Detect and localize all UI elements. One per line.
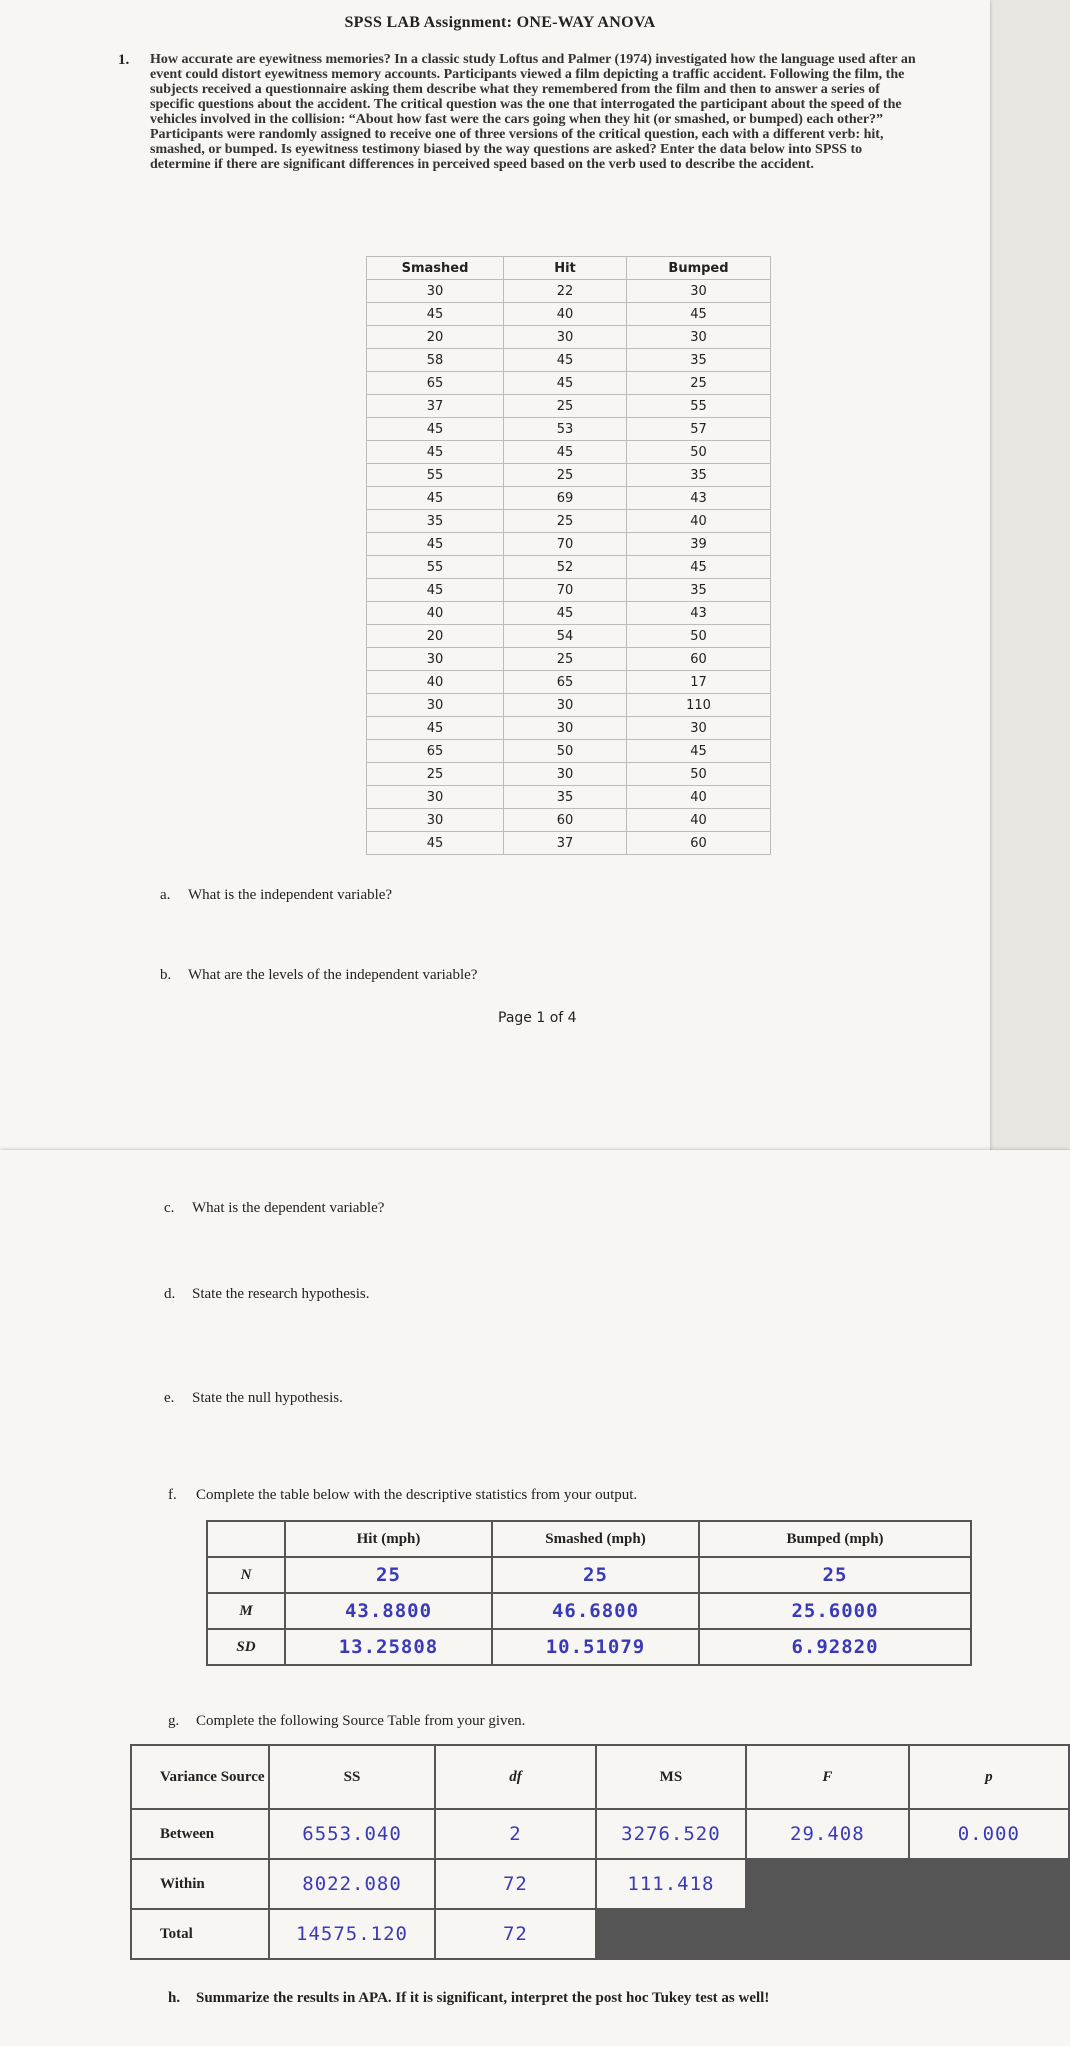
cell-hit: 25	[504, 395, 627, 418]
table-row	[367, 280, 771, 303]
desc-header-smashed: Smashed (mph)	[492, 1521, 699, 1557]
cell-hit: 22	[504, 280, 627, 303]
table-row	[367, 349, 771, 372]
cell-bumped: 50	[627, 625, 771, 648]
cell-bumped: 40	[627, 809, 771, 832]
cell-smashed: 45	[367, 487, 504, 510]
table-row	[367, 579, 771, 602]
table-row	[367, 602, 771, 625]
cell-bumped: 45	[627, 303, 771, 326]
cell-smashed: 40	[367, 602, 504, 625]
table-row	[367, 510, 771, 533]
desc-cell-smashed: 10.51079	[492, 1629, 699, 1665]
cell-smashed: 30	[367, 648, 504, 671]
cell-hit: 35	[504, 786, 627, 809]
desc-header-bumped: Bumped (mph)	[699, 1521, 971, 1557]
cell-smashed: 37	[367, 395, 504, 418]
question-text: How accurate are eyewitness memories? In a classic study Loftus and Palmer (1974) investigated how the language used after an event could distort eyewitness memory accounts. Participants viewed a film depicting a traffic accident. Following the film, the subjects received a questionnaire asking them describe what they remembered from the film and then to answer a series of specific questions about the accident. The critical question was the one that interrogated the participant about the speed of the vehicles involved in the collision: “About how fast were the cars going when they hit (or smashed, or bumped) each other?” Participants were randomly assigned to receive one of three versions of the critical question, each with a different verb: hit, smashed, or bumped. Is eyewitness testimony biased by the way questions are asked? Enter the data below into SPSS to determine if there are significant differences in perceived speed based on the verb used to describe the accident.	[150, 52, 916, 172]
cell-bumped: 30	[627, 717, 771, 740]
cell-smashed: 45	[367, 303, 504, 326]
src-cell-shaded	[746, 1859, 909, 1909]
table-row	[367, 694, 771, 717]
cell-hit: 30	[504, 763, 627, 786]
cell-hit: 37	[504, 832, 627, 855]
cell-bumped: 45	[627, 740, 771, 763]
data-table-body	[367, 280, 771, 855]
src-cell-df: 72	[435, 1909, 596, 1959]
cell-bumped: 110	[627, 694, 771, 717]
cell-smashed: 20	[367, 326, 504, 349]
subquestion-g: g. Complete the following Source Table from your given.	[168, 1713, 526, 1729]
cell-hit: 45	[504, 372, 627, 395]
desc-label: SD	[207, 1629, 285, 1665]
cell-smashed: 45	[367, 418, 504, 441]
table-row	[367, 464, 771, 487]
cell-bumped: 43	[627, 602, 771, 625]
src-row-within	[131, 1859, 1069, 1909]
descriptive-stats-table	[206, 1520, 972, 1666]
desc-label: M	[207, 1593, 285, 1629]
page-number: Page 1 of 4	[498, 1010, 577, 1026]
cell-hit: 30	[504, 326, 627, 349]
subquestion-f: f. Complete the table below with the descriptive statistics from your output.	[168, 1487, 638, 1503]
cell-smashed: 30	[367, 280, 504, 303]
cell-bumped: 17	[627, 671, 771, 694]
cell-bumped: 30	[627, 326, 771, 349]
cell-hit: 25	[504, 648, 627, 671]
cell-bumped: 35	[627, 349, 771, 372]
cell-bumped: 50	[627, 441, 771, 464]
cell-smashed: 35	[367, 510, 504, 533]
cell-smashed: 65	[367, 372, 504, 395]
cell-smashed: 45	[367, 441, 504, 464]
cell-smashed: 55	[367, 556, 504, 579]
cell-hit: 70	[504, 579, 627, 602]
desc-cell-bumped: 6.92820	[699, 1629, 971, 1665]
cell-bumped: 25	[627, 372, 771, 395]
cell-hit: 40	[504, 303, 627, 326]
cell-hit: 65	[504, 671, 627, 694]
src-header-variance-source: Variance Source	[131, 1745, 269, 1809]
cell-bumped: 40	[627, 786, 771, 809]
table-row	[367, 395, 771, 418]
src-header-f: F	[746, 1745, 909, 1809]
src-cell-f: 29.408	[746, 1809, 909, 1859]
src-header-p: p	[909, 1745, 1069, 1809]
table-row	[367, 326, 771, 349]
src-cell-ss: 6553.040	[269, 1809, 435, 1859]
table-row	[367, 763, 771, 786]
desc-cell-smashed: 46.6800	[492, 1593, 699, 1629]
cell-bumped: 45	[627, 556, 771, 579]
src-row-between	[131, 1809, 1069, 1859]
cell-smashed: 45	[367, 533, 504, 556]
subquestion-h: h. Summarize the results in APA. If it is significant, interpret the post hoc Tukey test as well!	[168, 1990, 770, 2006]
desc-cell-bumped: 25.6000	[699, 1593, 971, 1629]
cell-bumped: 60	[627, 832, 771, 855]
cell-smashed: 45	[367, 717, 504, 740]
table-row	[367, 648, 771, 671]
cell-smashed: 45	[367, 832, 504, 855]
cell-smashed: 65	[367, 740, 504, 763]
column-header-smashed: Smashed	[367, 257, 504, 280]
subquestion-e: e. State the null hypothesis.	[164, 1390, 343, 1406]
table-row	[367, 671, 771, 694]
src-cell-ms: 3276.520	[596, 1809, 746, 1859]
subquestion-d: d. State the research hypothesis.	[164, 1286, 370, 1302]
desc-cell-hit: 25	[285, 1557, 492, 1593]
subquestion-c: c. What is the dependent variable?	[164, 1200, 385, 1216]
cell-smashed: 25	[367, 763, 504, 786]
src-cell-shaded	[596, 1909, 746, 1959]
desc-cell-smashed: 25	[492, 1557, 699, 1593]
src-cell-df: 72	[435, 1859, 596, 1909]
src-cell-ss: 8022.080	[269, 1859, 435, 1909]
cell-bumped: 43	[627, 487, 771, 510]
desc-cell-bumped: 25	[699, 1557, 971, 1593]
cell-hit: 25	[504, 464, 627, 487]
table-row	[367, 809, 771, 832]
cell-smashed: 30	[367, 694, 504, 717]
question-number: 1.	[118, 52, 130, 68]
column-header-bumped: Bumped	[627, 257, 771, 280]
table-row	[367, 441, 771, 464]
table-row	[367, 303, 771, 326]
desc-row-n	[207, 1557, 971, 1593]
desc-header-hit: Hit (mph)	[285, 1521, 492, 1557]
cell-bumped: 60	[627, 648, 771, 671]
table-row	[367, 717, 771, 740]
cell-bumped: 35	[627, 464, 771, 487]
cell-hit: 50	[504, 740, 627, 763]
desc-row-m	[207, 1593, 971, 1629]
cell-hit: 45	[504, 441, 627, 464]
subquestion-a: a. What is the independent variable?	[160, 887, 393, 903]
src-cell-shaded	[909, 1909, 1069, 1959]
cell-smashed: 30	[367, 809, 504, 832]
table-row	[367, 832, 771, 855]
column-header-hit: Hit	[504, 257, 627, 280]
cell-bumped: 57	[627, 418, 771, 441]
src-header-ss: SS	[269, 1745, 435, 1809]
table-row	[367, 740, 771, 763]
table-row	[367, 372, 771, 395]
cell-hit: 52	[504, 556, 627, 579]
cell-bumped: 40	[627, 510, 771, 533]
cell-bumped: 39	[627, 533, 771, 556]
src-label: Within	[131, 1859, 269, 1909]
desc-header-blank	[207, 1521, 285, 1557]
desc-row-sd	[207, 1629, 971, 1665]
src-cell-shaded	[746, 1909, 909, 1959]
cell-hit: 60	[504, 809, 627, 832]
src-row-total	[131, 1909, 1069, 1959]
cell-hit: 45	[504, 349, 627, 372]
cell-hit: 69	[504, 487, 627, 510]
cell-hit: 30	[504, 717, 627, 740]
src-label: Total	[131, 1909, 269, 1959]
src-cell-ss: 14575.120	[269, 1909, 435, 1959]
desc-cell-hit: 43.8800	[285, 1593, 492, 1629]
cell-hit: 70	[504, 533, 627, 556]
cell-smashed: 40	[367, 671, 504, 694]
src-cell-df: 2	[435, 1809, 596, 1859]
anova-source-table	[130, 1744, 1070, 1960]
cell-smashed: 20	[367, 625, 504, 648]
table-row	[367, 556, 771, 579]
table-row	[367, 625, 771, 648]
page-title: SPSS LAB Assignment: ONE-WAY ANOVA	[344, 14, 656, 31]
speed-data-table	[366, 256, 771, 855]
desc-cell-hit: 13.25808	[285, 1629, 492, 1665]
cell-smashed: 30	[367, 786, 504, 809]
src-label: Between	[131, 1809, 269, 1859]
cell-hit: 45	[504, 602, 627, 625]
cell-smashed: 58	[367, 349, 504, 372]
cell-hit: 30	[504, 694, 627, 717]
table-row	[367, 533, 771, 556]
src-header-ms: MS	[596, 1745, 746, 1809]
cell-bumped: 50	[627, 763, 771, 786]
desc-label: N	[207, 1557, 285, 1593]
cell-bumped: 30	[627, 280, 771, 303]
subquestion-b: b. What are the levels of the independent variable?	[160, 967, 478, 983]
cell-bumped: 35	[627, 579, 771, 602]
cell-bumped: 55	[627, 395, 771, 418]
cell-smashed: 45	[367, 579, 504, 602]
table-row	[367, 786, 771, 809]
cell-hit: 53	[504, 418, 627, 441]
src-cell-shaded	[909, 1859, 1069, 1909]
src-cell-p: 0.000	[909, 1809, 1069, 1859]
cell-hit: 25	[504, 510, 627, 533]
table-row	[367, 487, 771, 510]
cell-smashed: 55	[367, 464, 504, 487]
src-header-df: df	[435, 1745, 596, 1809]
src-cell-ms: 111.418	[596, 1859, 746, 1909]
cell-hit: 54	[504, 625, 627, 648]
table-row	[367, 418, 771, 441]
